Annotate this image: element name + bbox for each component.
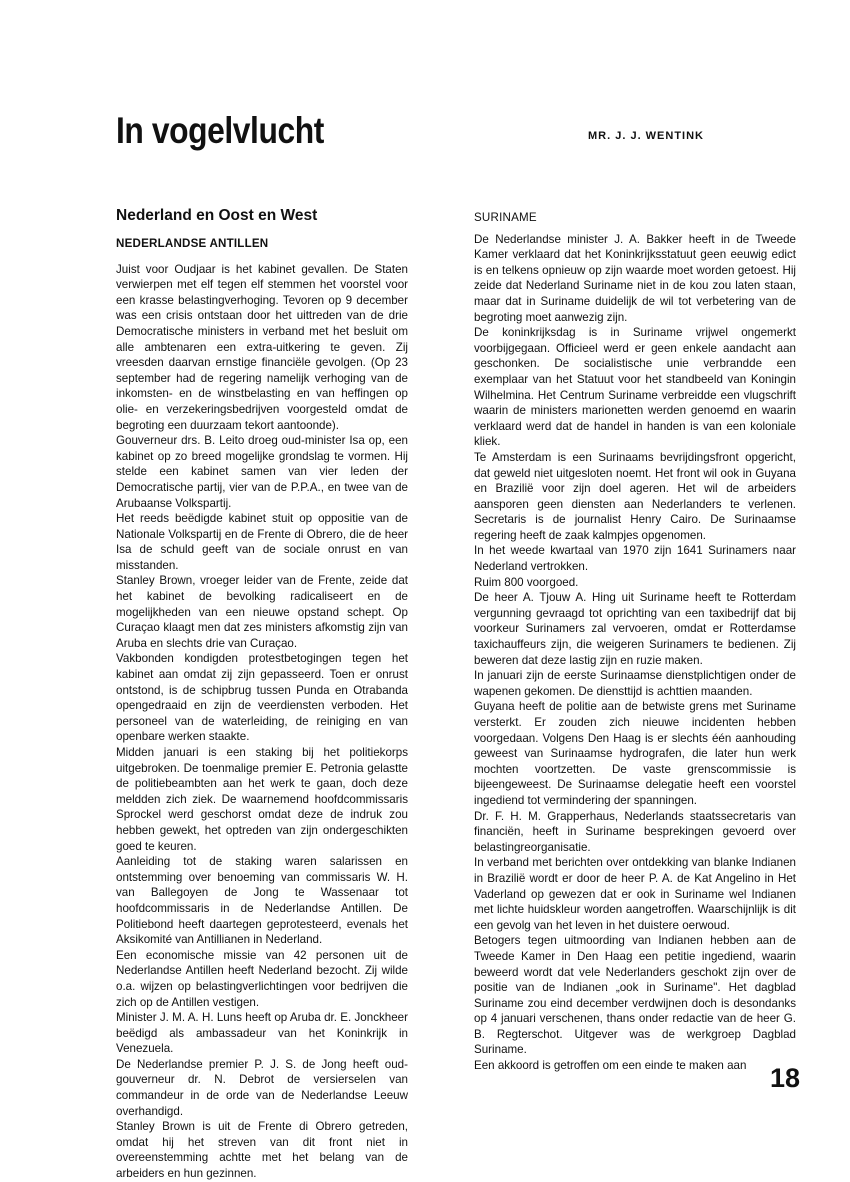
paragraph: In januari zijn de eerste Surinaamse dienstplichtigen onder de wapenen gekomen. De diensttijd is achttien maanden. <box>474 669 796 698</box>
paragraph: Midden januari is een staking bij het politiekorps uitgebroken. De toenmalige premier E. Petronia gelastte de politiebeambten aan het werk te gaan, doch deze meldden zich ziek. De waarnemend hoofdcommissaris Sprockel werd geschorst omdat deze de indruk zou hebben gewekt, het optreden van zijn ondergeschikten goed te keuren. <box>116 746 408 853</box>
subsection-heading-antillen: NEDERLANDSE ANTILLEN <box>116 237 269 250</box>
paragraph: Guyana heeft de politie aan de betwiste grens met Suriname versterkt. Er zouden zich nieuwe incidenten hebben voorgedaan. Volgens Den Haag is er slechts één aanhouding geweest van Surinaamse hydrografen, die later hun werk mochten voortzetten. De vaste grenscommissie is bijeengeweest. De Surinaamse delegatie heeft een voorstel ingediend tot vermindering der spanningen. <box>474 700 796 807</box>
section-heading: Nederland en Oost en West <box>116 207 318 224</box>
paragraph: Het reeds beëdigde kabinet stuit op oppositie van de Nationale Volkspartij en de Frente di Obrero, die de heer Isa de schuld geeft van de sociale onrust en van misstanden. <box>116 512 408 572</box>
paragraph: In verband met berichten over ontdekking van blanke Indianen in Brazilië wordt er door de heer P. A. de Kat Angelino in Het Vaderland op gewezen dat er ook in Suriname wel Indianen met lichte huidskleur worden aangetroffen. Waarschijnlijk is dit een gevolg van het leven in het duistere oerwoud. <box>474 856 796 932</box>
paragraph: Stanley Brown is uit de Frente di Obrero getreden, omdat hij het streven van dit front niet in overeenstemming achtte met het belang van de arbeiders en hun gezinnen. <box>116 1120 408 1181</box>
paragraph: Te Amsterdam is een Surinaams bevrijdingsfront opgericht, dat geweld niet uitgesloten noemt. Het front wil ook in Guyana en Brazilië voor zijn doel ageren. Het wil de arbeiders aansporen geen diensten aan Nederlanders te verlenen. Secretaris is de journalist Henry Cairo. De Surinaamse regering heeft de zaak kalmpjes opgenomen. <box>474 450 796 542</box>
paragraph: Stanley Brown, vroeger leider van de Frente, zeide dat het kabinet de bevolking radicaliseert en de mogelijkheden van een nieuwe opstand schept. Op Curaçao klaagt men dat zes ministers afkomstig zijn van Aruba en slechts drie van Curaçao. <box>116 574 408 650</box>
paragraph: Een akkoord is getroffen om een einde te maken aan <box>474 1059 747 1073</box>
paragraph: Gouverneur drs. B. Leito droeg oud-minister Isa op, een kabinet op zo breed mogelijke grondslag te vormen. Hij stelde een kabinet samen van vier leden der Democratische partij, vier van de P.P.A., en twee van de Arubaanse Volkspartij. <box>116 434 408 510</box>
subsection-heading-suriname: SURINAME <box>474 211 537 224</box>
right-column <box>474 210 796 1074</box>
paragraph: Vakbonden kondigden protestbetogingen tegen het kabinet aan omdat zij zijn gepasseerd. Toen er onrust ontstond, is de schipbrug tussen Punda en Otrabanda opengedraaid en zijn de veerdiensten verboden. Het personeel van de waterleiding, de reiniging en van openbare werken staakte. <box>116 652 408 744</box>
page-number: 18 <box>770 1063 801 1093</box>
paragraph: Aanleiding tot de staking waren salarissen en ontstemming over benoeming van commissaris W. H. van Ballegoyen de Jong te Wassenaar tot hoofdcommissaris in de Nederlandse Antillen. De Politiebond heeft daartegen geprotesteerd, evenals het Aksikomité van Antillianen in Nederland. <box>116 855 408 947</box>
left-column <box>116 206 408 1182</box>
author-byline: MR. J. J. WENTINK <box>588 130 705 142</box>
page-title: In vogelvlucht <box>116 110 324 151</box>
paragraph: Betogers tegen uitmoording van Indianen hebben aan de Tweede Kamer in Den Haag een petitie ingediend, waarin beweerd wordt dat vele Nederlanders geschokt zijn over de positie van de Indianen „ook in Suriname". Het dagblad Suriname zou eind december verdwijnen doch is desondanks op 4 januari verschenen, thans onder redactie van de heer G. B. Regterschot. Uitgever was de werkgroep Dagblad Suriname. <box>474 934 796 1057</box>
paragraph: In het weede kwartaal van 1970 zijn 1641 Surinamers naar Nederland vertrokken. <box>474 544 796 574</box>
paragraph: Minister J. M. A. H. Luns heeft op Aruba dr. E. Jonckheer beëdigd als ambassadeur van het Koninkrijk in Venezuela. <box>116 1011 408 1056</box>
paragraph: Dr. F. H. M. Grapperhaus, Nederlands staatssecretaris van financiën, heeft in Suriname besprekingen gevoerd over belastingreorganisatie. <box>474 809 796 854</box>
paragraph: De heer A. Tjouw A. Hing uit Suriname heeft te Rotterdam vergunning gevraagd tot oprichting van een taxibedrijf dat bij voorkeur Surinamers zal vervoeren, omdat er Rotterdamse taxichauffeurs zijn, die weigeren Surinamers te bedienen. Zij beweren dat deze lastig zijn en ruzie maken. <box>474 591 796 667</box>
paragraph: De Nederlandse premier P. J. S. de Jong heeft oud-gouverneur dr. N. Debrot de versierselen van commandeur in de orde van de Nederlandse Leeuw overhandigd. <box>116 1057 408 1118</box>
paragraph: Een economische missie van 42 personen uit de Nederlandse Antillen heeft Nederland bezocht. Zij wilde o.a. wijzen op belastingverlichtingen voor bedrijven die zich op de Antillen vestigen. <box>116 948 408 1009</box>
paragraph: Juist voor Oudjaar is het kabinet gevallen. De Staten verwierpen met elf tegen elf stemmen het voorstel voor een krasse belastingverhoging. Tevoren op 9 december was een crisis ontstaan door het uittreden van de drie Democratische ministers in verband met het besluit om alle ambtenaren een extra-uitkering te geven. Zij vreesden daarvan ernstige financiële gevolgen. (Op 23 september had de regering namelijk verhoging van de inkomsten- en de winstbelasting en van heffingen op olie- en verzekeringsbedrijven voorgesteld omdat de begroting een duurzaam tekort aantoonde). <box>116 262 408 432</box>
paragraph: Ruim 800 voorgoed. <box>474 575 579 589</box>
paragraph: De koninkrijksdag is in Suriname vrijwel ongemerkt voorbijgegaan. Officieel werd er geen enkele aandacht aan geschonken. De socialistische unie verbrandde een exemplaar van het Statuut voor het standbeeld van Koningin Wilhelmina. Het Centrum Suriname verbreidde een vlugschrift waarin de ministers marionetten werden genoemd en waarin verklaard werd dat de handel in handen is van een koloniale kliek. <box>474 326 796 449</box>
paragraph: De Nederlandse minister J. A. Bakker heeft in de Tweede Kamer verklaard dat het Koninkrijksstatuut geen eeuwig edict is en telkens opnieuw op zijn waarde moet worden getoest. Hij zeide dat Nederland Suriname niet in de kou zou laten staan, maar dat in Suriname duidelijk de wil tot verbetering van de begroting moet aanwezig zijn. <box>474 232 796 324</box>
